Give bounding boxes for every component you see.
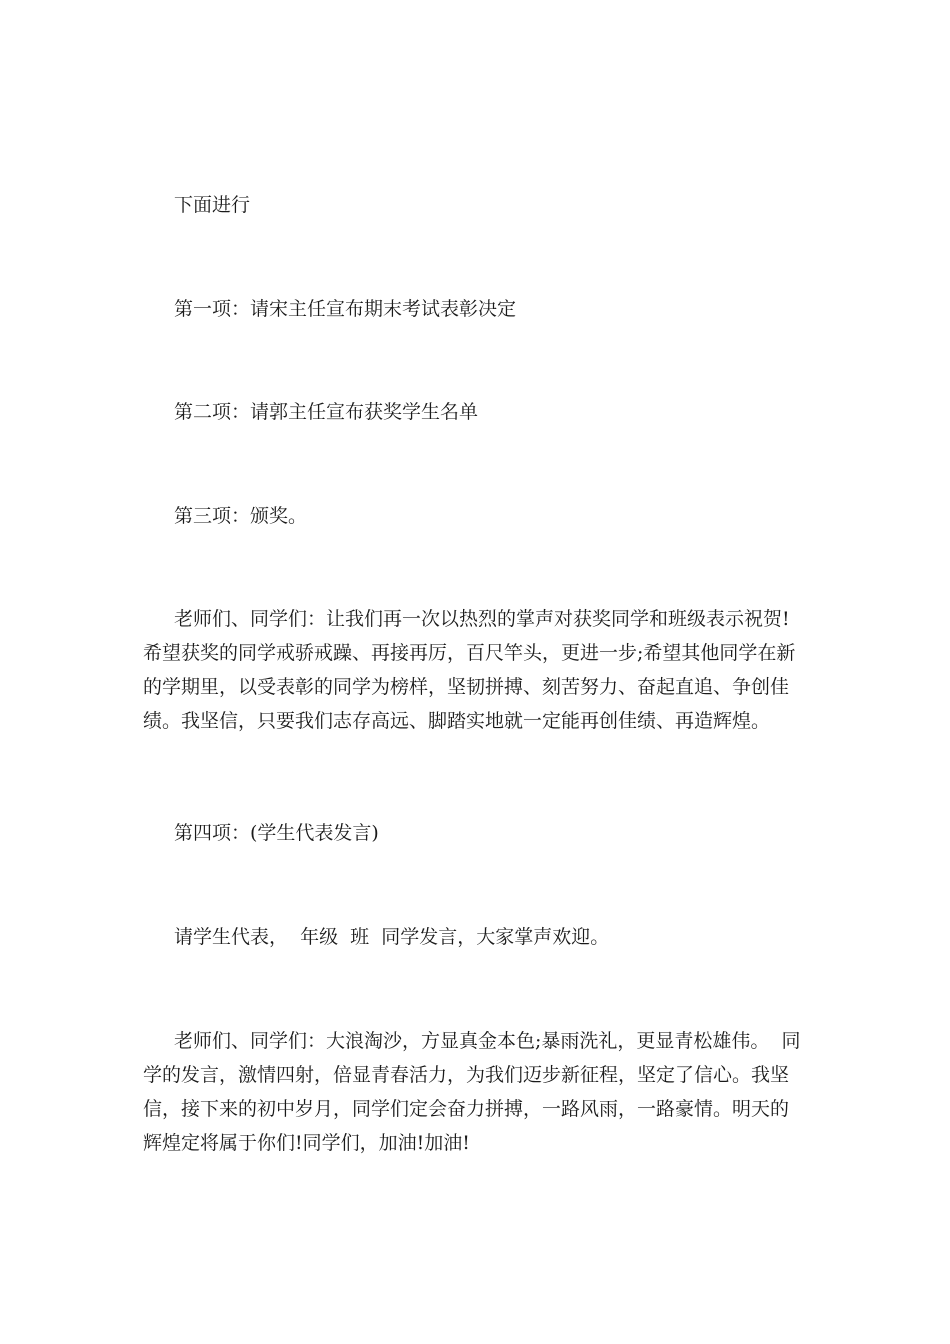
- item-two-paragraph: 第二项：请郭主任宣布获奖学生名单: [174, 401, 479, 423]
- congratulation-paragraph: 老师们、同学们：让我们再一次以热烈的掌声对获奖同学和班级表示祝贺!希望获奖的同学戒骄戒躁、再接再厉，百尺竿头，更进一步;希望其他同学在新的学期里，以受表彰的同学为榜样，坚韧拼搏、刻苦努力、奋起直追、争创佳绩。我坚信，只要我们志存高远、脚踏实地就一定能再创佳绩、再造辉煌。: [143, 608, 796, 732]
- item-one-paragraph: 第一项：请宋主任宣布期末考试表彰决定: [174, 298, 517, 320]
- item-four-paragraph: 第四项：(学生代表发言): [174, 822, 379, 844]
- student-representative-paragraph: 请学生代表， 年级 班 同学发言，大家掌声欢迎。: [174, 926, 610, 948]
- item-three-paragraph: 第三项：颁奖。: [174, 505, 308, 527]
- intro-paragraph: 下面进行: [174, 194, 251, 216]
- closing-paragraph: 老师们、同学们：大浪淘沙，方显真金本色;暴雨洗礼，更显青松雄伟。 同学的发言，激情四射，倍显青春活力，为我们迈步新征程，坚定了信心。我坚信，接下来的初中岁月，同学们定会奋力拼搏，一路风雨，一路豪情。明天的辉煌定将属于你们!同学们，加油!加油!: [143, 1030, 801, 1154]
